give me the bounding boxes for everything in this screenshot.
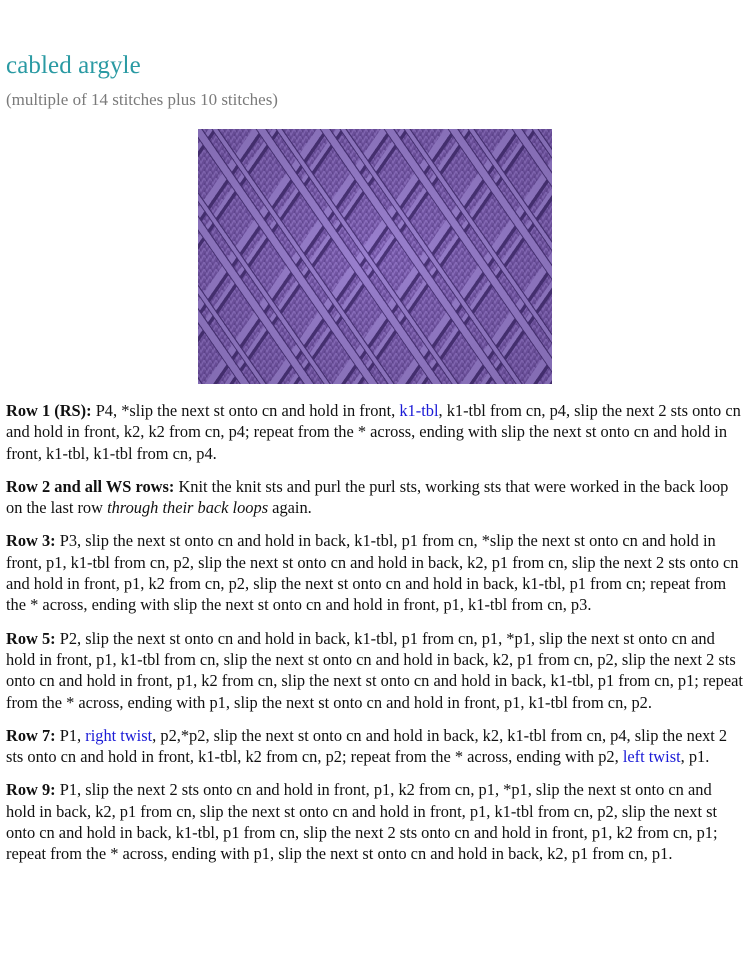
row-label: Row 9: (6, 780, 56, 800)
row-text: P4, *slip the next st onto cn and hold in front, (91, 401, 400, 420)
instruction-row (6, 530, 744, 615)
row-text: P1, slip the next 2 sts onto cn and hold in front, p1, k2 from cn, p1, *p1, slip the next st onto cn and hold in back, k2, p1 from cn, slip the next st onto cn and hold in front, p1, k1-tbl from cn, p2, slip the next st onto cn and hold in back, k1-tbl, p1 from cn, slip the next 2 sts onto cn and hold in front, p1, k2 from cn, p1; repeat from the * across, ending with p1, slip the next st onto cn and hold in back, k2, p1 from cn, p1. (6, 780, 718, 864)
row-text: , p2,*p2, slip the next st onto cn and hold in back, k2, k1-tbl from cn, p4, slip the next 2 sts onto cn and hold in front, k1-tbl, k2 from cn, p2; repeat from the * across, ending with p2, (6, 725, 728, 767)
row-label: Row 7: (6, 725, 56, 745)
technique-link[interactable]: k1-tbl (399, 401, 439, 420)
row-label: Row 1 (RS): (6, 401, 92, 420)
swatch-image (198, 129, 552, 384)
row-text: , p1. (680, 747, 710, 767)
row-text: Knit the knit sts and purl the purl sts, working sts that were worked in the back loop on the last row (6, 476, 729, 518)
row-text: P2, slip the next st onto cn and hold in back, k1-tbl, p1 from cn, p1, *p1, slip the next st onto cn and hold in front, p1, k1-tbl from cn, slip the next st onto cn and hold in back, k2, p1 from cn, p2, slip the next 2 sts onto cn and hold in front, p1, k2 from cn, slip the next st onto cn and hold in back, k1-tbl, p1 from cn, p1; repeat from the * across, ending with p1, slip the next st onto cn and hold in front, p1, k1-tbl from cn, p2. (6, 628, 743, 712)
row-label: Row 3: (6, 531, 56, 551)
emphasis-text: through their back loops (107, 498, 269, 518)
technique-link[interactable]: left twist (622, 747, 681, 767)
swatch-photo (198, 129, 552, 384)
row-label: Row 2 and all WS rows: (6, 476, 175, 496)
row-text: again. (268, 498, 312, 518)
instruction-row (6, 725, 744, 768)
instruction-row (6, 400, 744, 464)
row-text: P3, slip the next st onto cn and hold in back, k1-tbl, p1 from cn, *slip the next st onto cn and hold in front, p1, k1-tbl from cn, p2, slip the next st onto cn and hold in back, k2, p1 from cn, slip the next 2 sts onto cn and hold in front, p1, k2 from cn, p2, slip the next st onto cn and hold in back, k1-tbl, p1 from cn; repeat from the * across, ending with slip the next st onto cn and hold in front, p1, k1-tbl from cn, p3. (6, 531, 739, 615)
row-text: , k1-tbl from cn, p4, slip the next 2 sts onto cn and hold in front, k2, k2 from cn, p4; repeat from the * across, ending with slip the next st onto cn and hold in front, k1-tbl, k1-tbl from cn, p4. (6, 401, 741, 463)
instruction-row (6, 628, 744, 713)
instructions (6, 400, 744, 877)
row-label: Row 5: (6, 628, 56, 648)
technique-link[interactable]: right twist (85, 725, 153, 745)
instruction-row (6, 779, 744, 864)
row-text: P1, (55, 725, 86, 745)
page-title: cabled argyle (6, 52, 141, 79)
stitch-multiple-note: (multiple of 14 stitches plus 10 stitches) (6, 90, 278, 109)
instruction-row (6, 476, 744, 519)
